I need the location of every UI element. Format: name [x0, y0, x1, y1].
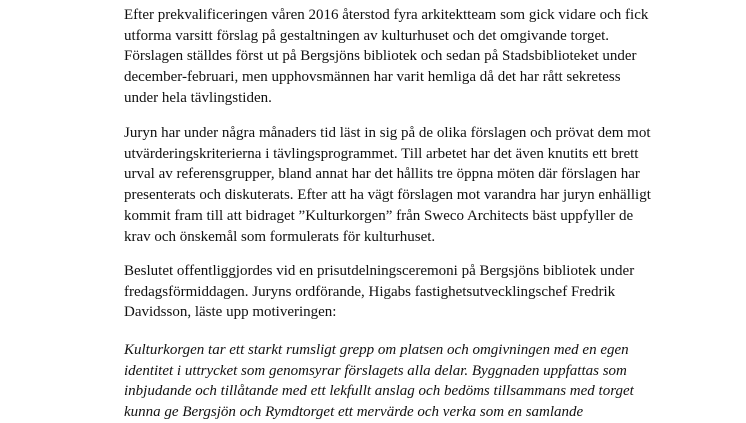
text-line: utforma varsitt förslag på gestaltningen av kulturhuset och det omgivande torget. — [124, 27, 610, 44]
text-line: krav och önskemål som formulerats för kulturhuset. — [124, 228, 436, 245]
text-line: inbjudande och tillåtande med ett lekfullt anslag och bedöms tillsammans med torget — [124, 383, 634, 400]
text-line: urval av referensgrupper, bland annat har det hållits tre öppna möten där förslagen har — [124, 166, 640, 183]
text-line: utvärderingskriterierna i tävlingsprogrammet. Till arbetet har det även knutits ett brett — [124, 145, 639, 162]
text-line: under hela tävlingstiden. — [124, 89, 272, 106]
text-line: identitet i uttrycket som genomsyrar förslagets alla delar. Byggnaden uppfattas som — [124, 362, 627, 379]
text-line: Beslutet offentliggjordes vid en prisutdelningsceremoni på Bergsjöns bibliotek under — [124, 263, 635, 279]
text-line: Juryn har under några månaders tid läst in sig på de olika förslagen och prövat dem mot — [124, 125, 651, 141]
paragraph-motivation-quote — [124, 340, 684, 423]
text-line: fredagsförmiddagen. Juryns ordförande, Higabs fastighetsutvecklingschef Fredrik — [124, 283, 616, 300]
text-line: december-februari, men upphovsmännen har varit hemliga då det har rått sekretess — [124, 69, 621, 86]
text-line: kommit fram till att bidraget ”Kulturkorgen” från Sweco Architects bäst uppfyller de — [124, 207, 634, 224]
text-line: Davidsson, läste upp motiveringen: — [124, 304, 337, 321]
text-line: Förslagen ställdes först ut på Bergsjöns bibliotek och sedan på Stadsbiblioteket under — [124, 48, 637, 65]
text-line: Efter prekvalificeringen våren 2016 återstod fyra arkitektteam som gick vidare och fick — [124, 7, 649, 23]
paragraph-jury-work — [124, 123, 684, 247]
text-line: presenterats och diskuterats. Efter att ha vägt förslagen mot varandra har juryn enhälligt — [124, 187, 651, 204]
paragraph-announcement — [124, 261, 684, 323]
text-line: kunna ge Bergsjön och Rymdtorget ett mervärde och verka som en samlande — [124, 404, 584, 421]
paragraph-prequalification — [124, 5, 684, 109]
text-line: Kulturkorgen tar ett starkt rumsligt grepp om platsen och omgivningen med en egen — [124, 342, 629, 358]
